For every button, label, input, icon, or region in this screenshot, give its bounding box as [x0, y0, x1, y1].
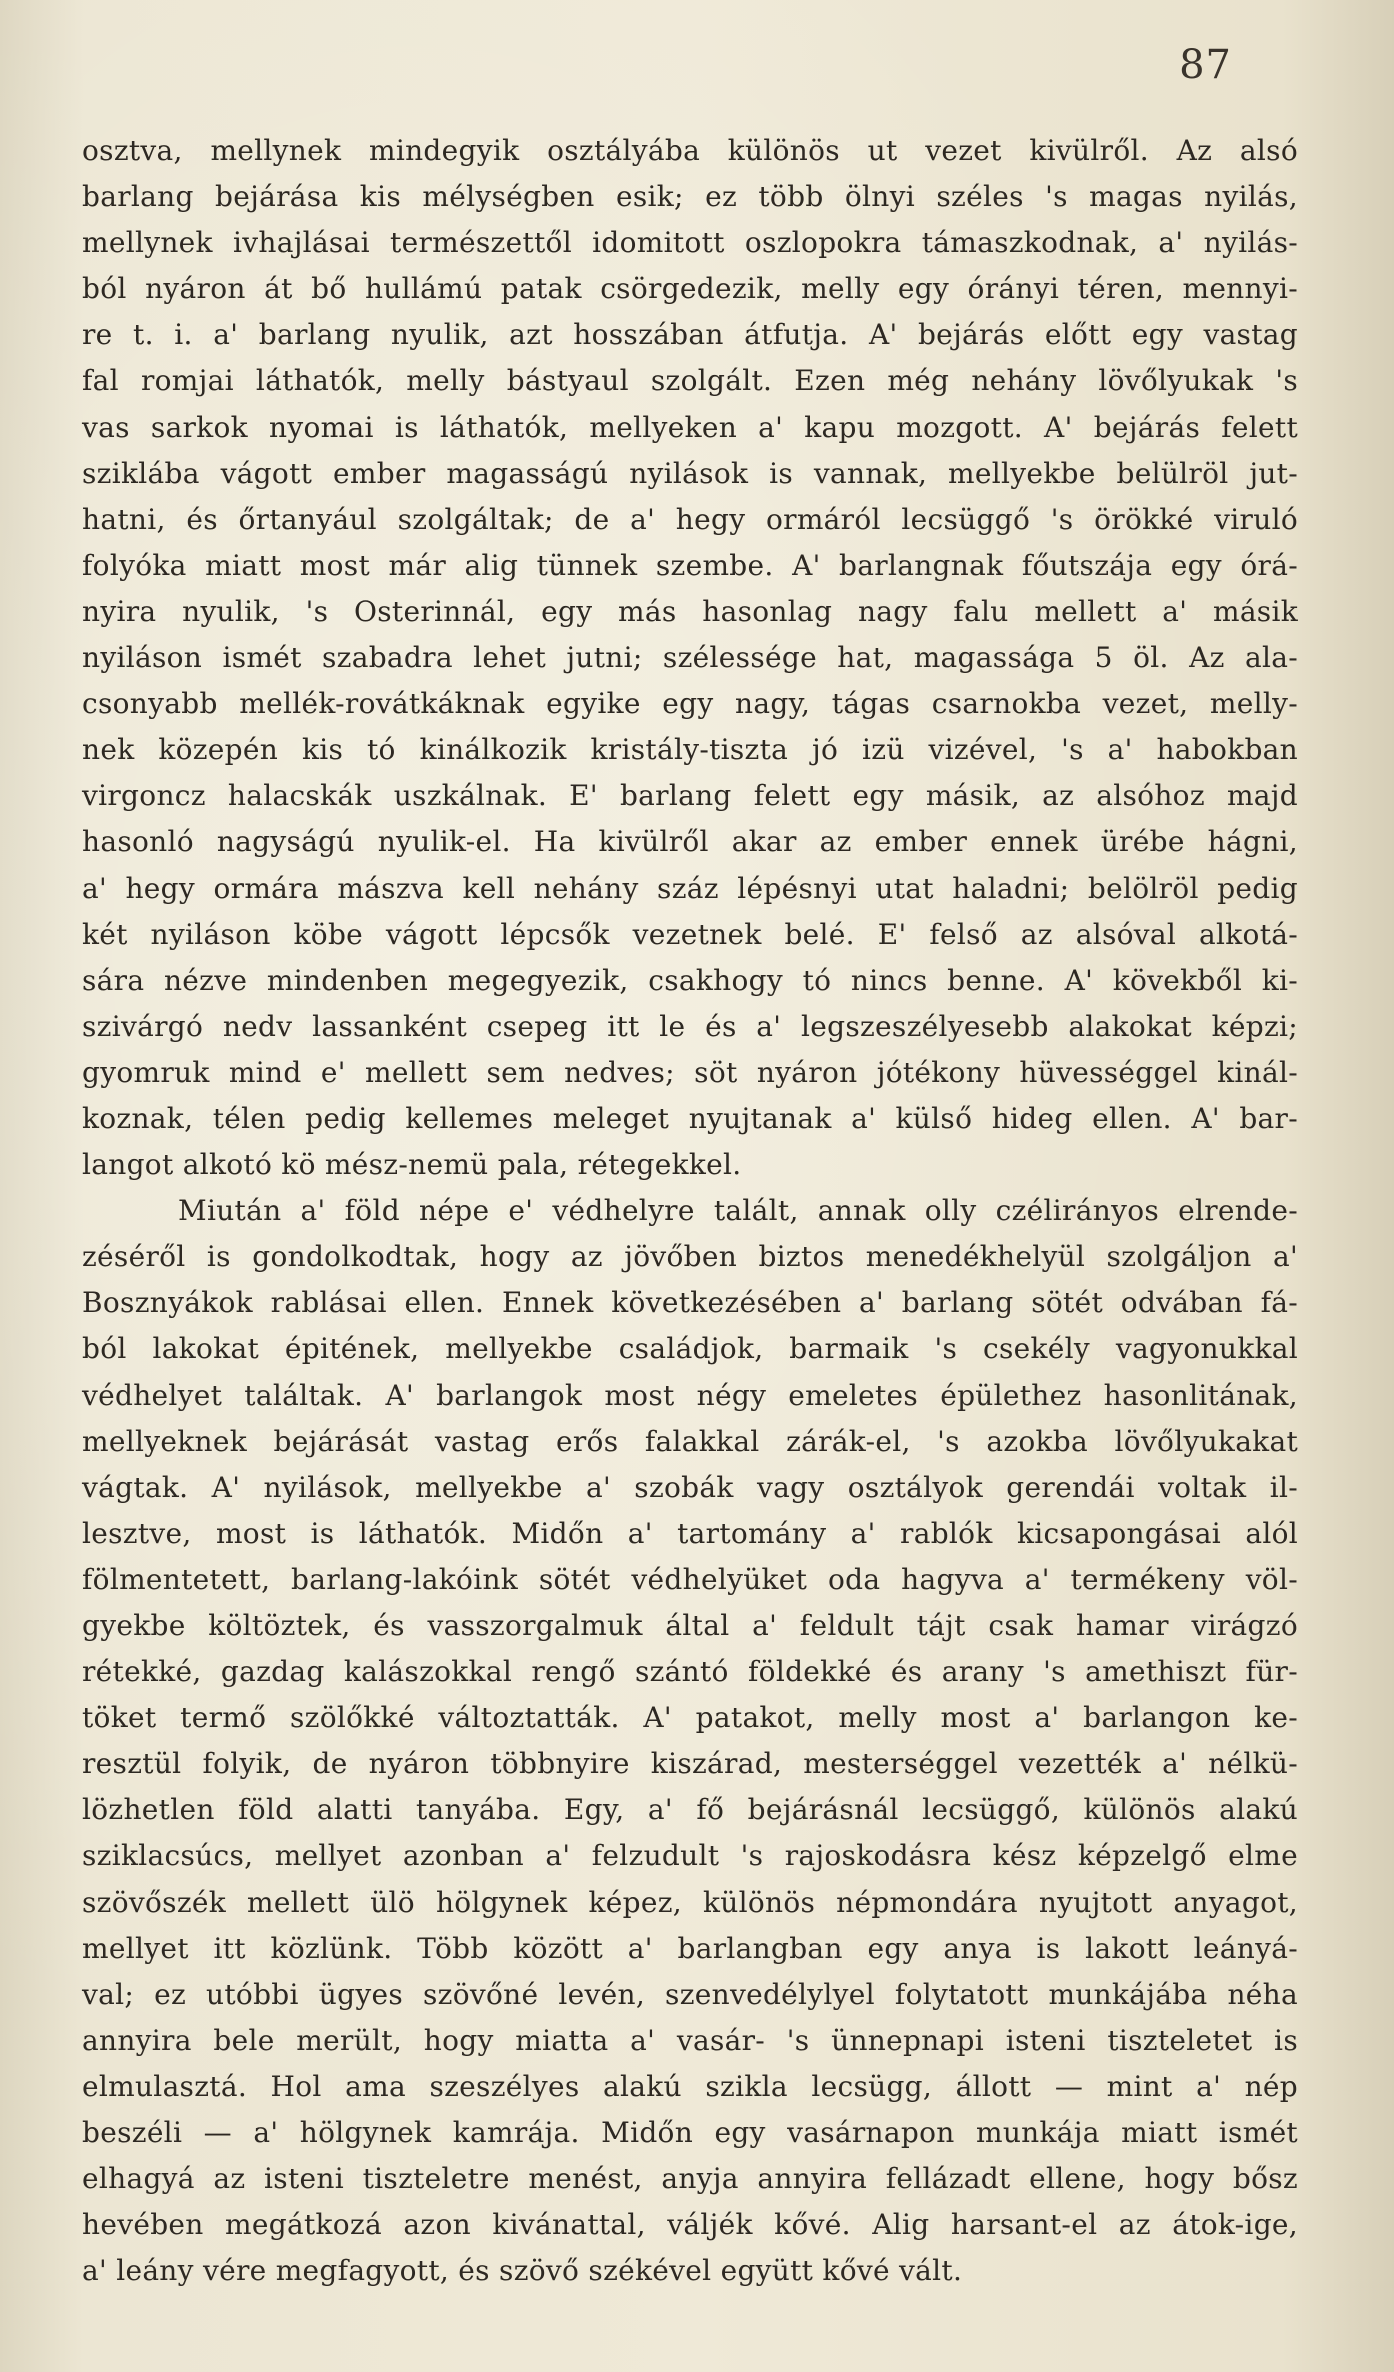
text-line: gyekbe költöztek, és vasszorgalmuk által a' feldult tájt csak hamar virágzó — [82, 1609, 1298, 1642]
text-line: zéséről is gondolkodtak, hogy az jövőben biztos menedékhelyül szolgáljon a' — [82, 1240, 1298, 1274]
text-line: védhelyet találtak. A' barlangok most négy emeletes épülethez hasonlitának, — [82, 1378, 1298, 1412]
text-line: csonyabb mellék-rovátkáknak egyike egy nagy, tágas csarnokba vezet, melly- — [82, 687, 1298, 721]
body-text — [82, 128, 1298, 2294]
text-line: koznak, télen pedig kellemes meleget nyujtanak a' külső hideg ellen. A' bar- — [82, 1101, 1298, 1135]
text-line: mellyeknek bejárását vastag erős falakkal zárák-el, 's azokba lövőlyukakat — [82, 1424, 1298, 1458]
text-line: sziklacsúcs, mellyet azonban a' felzudult 's rajoskodásra kész képzelgő elme — [82, 1839, 1298, 1873]
text-line: hasonló nagyságú nyulik-el. Ha kivülről akar az ember ennek ürébe hágni, — [82, 825, 1298, 859]
text-line: sára nézve mindenben megegyezik, csakhogy tó nincs benne. A' kövekből ki- — [82, 963, 1298, 997]
text-line: sziklába vágott ember magasságú nyilások is vannak, mellyekbe belülröl jut- — [82, 456, 1298, 490]
text-line: fal romjai láthatók, melly bástyaul szolgált. Ezen még nehány lövőlyukak 's — [82, 364, 1298, 398]
paragraph-1 — [82, 128, 1298, 1188]
text-line: vágtak. A' nyilások, mellyekbe a' szobák vagy osztályok gerendái voltak il- — [82, 1470, 1298, 1504]
text-line: mellyet itt közlünk. Több között a' barlangban egy anya is lakott leányá- — [82, 1931, 1298, 1965]
text-line: val; ez utóbbi ügyes szövőné levén, szenvedélylyel folytatott munkájába néha — [82, 1977, 1298, 2011]
text-line: hatni, és őrtanyául szolgáltak; de a' hegy ormáról lecsüggő 's örökké viruló — [82, 502, 1298, 536]
text-line: elhagyá az isteni tiszteletre menést, anyja annyira fellázadt ellene, hogy bősz — [82, 2162, 1298, 2196]
text-line: fölmentetett, barlang-lakóink sötét védhelyüket oda hagyva a' termékeny völ- — [82, 1562, 1298, 1596]
text-line: langot alkotó kö mész-nemü pala, rétegekkel. — [82, 1148, 742, 1182]
text-line: barlang bejárása kis mélységben esik; ez több ölnyi széles 's magas nyilás, — [82, 180, 1298, 214]
text-line: lesztve, most is láthatók. Midőn a' tartomány a' rablók kicsapongásai alól — [82, 1516, 1298, 1550]
text-line: annyira bele merült, hogy miatta a' vasár- 's ünnepnapi isteni tiszteletet is — [82, 2023, 1298, 2057]
text-line: rétekké, gazdag kalászokkal rengő szántó földekké és arany 's amethiszt für- — [82, 1655, 1298, 1689]
text-line: lözhetlen föld alatti tanyába. Egy, a' fő bejárásnál lecsüggő, különös alakú — [82, 1793, 1298, 1827]
paragraph-2 — [82, 1188, 1298, 2294]
text-line: ból nyáron át bő hullámú patak csörgedezik, melly egy órányi téren, mennyi- — [82, 272, 1298, 306]
text-line: mellynek ivhajlásai természettől idomitott oszlopokra támaszkodnak, a' nyilás- — [82, 226, 1298, 260]
text-line: nyiláson ismét szabadra lehet jutni; szélessége hat, magassága 5 öl. Az ala- — [82, 641, 1298, 675]
page-number: 87 — [1179, 42, 1232, 88]
text-line: hevében megátkozá azon kivánattal, váljék kővé. Alig harsant-el az átok-ige, — [82, 2208, 1298, 2242]
text-line: elmulasztá. Hol ama szeszélyes alakú szikla lecsügg, állott — mint a' nép — [82, 2069, 1298, 2103]
text-line: Miután a' föld népe e' védhelyre talált, annak olly czélirányos elrende- — [178, 1194, 1298, 1228]
text-line: szövőszék mellett ülö hölgynek képez, különös népmondára nyujtott anyagot, — [82, 1885, 1298, 1919]
text-line: gyomruk mind e' mellett sem nedves; söt nyáron jótékony hüvességgel kinál- — [82, 1055, 1298, 1089]
text-line: vas sarkok nyomai is láthatók, mellyeken a' kapu mozgott. A' bejárás felett — [82, 410, 1298, 444]
text-line: resztül folyik, de nyáron többnyire kiszárad, mesterséggel vezették a' nélkü- — [82, 1747, 1298, 1781]
text-line: a' hegy ormára mászva kell nehány száz lépésnyi utat haladni; belölröl pedig — [82, 871, 1298, 905]
text-line: Bosznyákok rablásai ellen. Ennek következésében a' barlang sötét odvában fá- — [82, 1286, 1298, 1320]
text-line: re t. i. a' barlang nyulik, azt hosszában átfutja. A' bejárás előtt egy vastag — [82, 318, 1298, 352]
text-line: nyira nyulik, 's Osterinnál, egy más hasonlag nagy falu mellett a' másik — [82, 594, 1298, 628]
text-line: beszéli — a' hölgynek kamrája. Midőn egy vasárnapon munkája miatt ismét — [82, 2116, 1298, 2150]
text-line: nek közepén kis tó kinálkozik kristály-tiszta jó izü vizével, 's a' habokban — [82, 733, 1298, 767]
text-line: két nyiláson köbe vágott lépcsők vezetnek belé. E' felső az alsóval alkotá- — [82, 917, 1298, 951]
text-line: a' leány vére megfagyott, és szövő székével együtt kővé vált. — [82, 2254, 963, 2288]
text-line: folyóka miatt most már alig tünnek szembe. A' barlangnak főutszája egy órá- — [82, 548, 1298, 582]
text-line: virgoncz halacskák uszkálnak. E' barlang felett egy másik, az alsóhoz majd — [82, 779, 1298, 813]
text-line: töket termő szölőkké változtatták. A' patakot, melly most a' barlangon ke- — [82, 1701, 1298, 1735]
text-line: osztva, mellynek mindegyik osztályába különös ut vezet kivülről. Az alsó — [82, 134, 1298, 167]
text-line: szivárgó nedv lassanként csepeg itt le és a' legszeszélyesebb alakokat képzi; — [82, 1009, 1298, 1043]
text-line: ból lakokat épitének, mellyekbe családjok, barmaik 's csekély vagyonukkal — [82, 1332, 1298, 1366]
